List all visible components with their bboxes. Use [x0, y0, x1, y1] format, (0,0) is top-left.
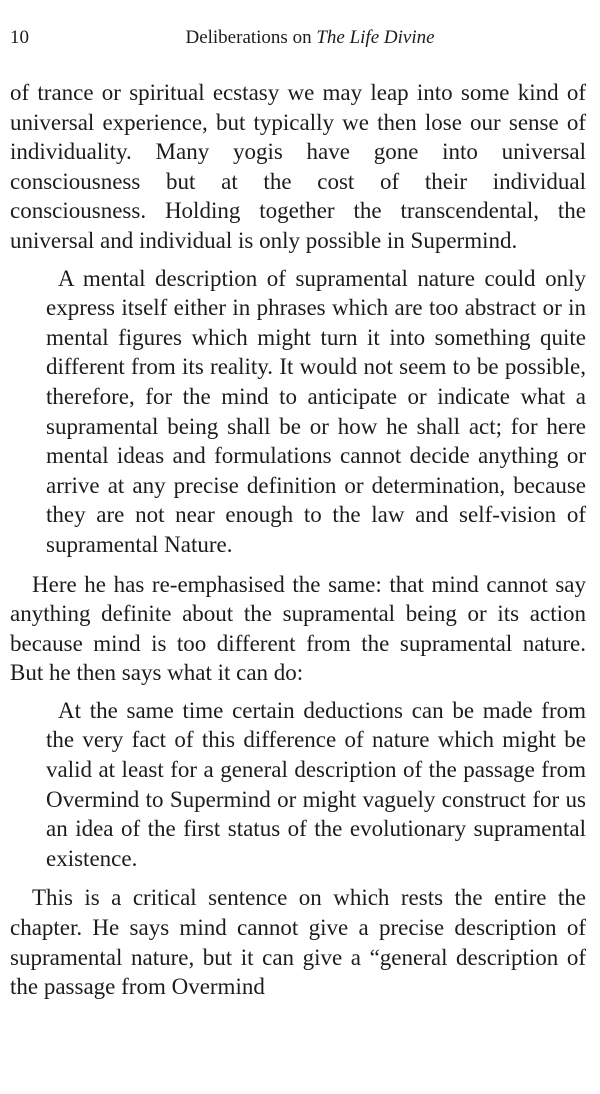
paragraph-continued	[10, 78, 586, 256]
paragraph-3: This is a critical sentence on which rests the entire the chapter. He says mind cannot give a precise description of supramental nature, but it can give a “general description of the passage from Overmind	[10, 885, 586, 1000]
paragraph-2: Here he has re-emphasised the same: that mind cannot say anything definite about the supramental being or its action because mind is too different from the supramental nature. But he then says what it can do:	[10, 571, 586, 686]
running-title-prefix: Deliberations on	[185, 27, 317, 48]
paragraph-3-block	[10, 883, 586, 1001]
paragraph-2-block	[10, 570, 586, 688]
block-quote-1-text: A mental description of supramental nature could only express itself either in phrases which are too abstract or in mental figures which might turn it into something quite different from its reality. It would not seem to be possible, therefore, for the mind to anticipate or indicate what a supramental being shall be or how he shall act; for here mental ideas and formulations cannot decide anything or arrive at any precise definition or determination, because they are not near enough to the law and self-vision of supramental Nature.	[46, 265, 586, 557]
block-quote-2-text: At the same time certain deductions can be made from the very fact of this difference of nature which might be valid at least for a general description of the passage from Overmind to Supermind or might vaguely construct for us an idea of the first status of the evolutionary supramental existence.	[46, 697, 586, 871]
book-title: The Life Divine	[316, 27, 435, 48]
running-head	[10, 24, 590, 52]
block-quote-2	[46, 696, 586, 874]
block-quote-1	[46, 264, 586, 560]
running-title	[10, 24, 590, 52]
paragraph-1: of trance or spiritual ecstasy we may leap into some kind of universal experience, but typically we then lose our sense of individuality. Many yogis have gone into universal consciousness but at the cost of their individual consciousness. Holding together the transcendental, the universal and individual is only possible in Supermind.	[10, 80, 586, 253]
page-number: 10	[10, 27, 29, 48]
body-text	[10, 78, 586, 1002]
